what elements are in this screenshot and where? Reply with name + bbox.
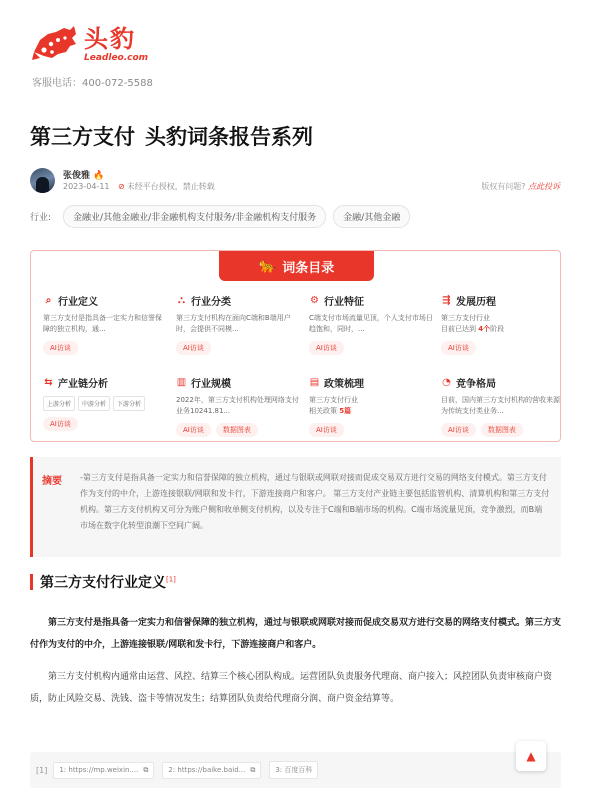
page-title	[30, 121, 313, 151]
highlight-count: 5篇	[339, 407, 352, 415]
ai-interview-chip[interactable]: AI访谈	[176, 341, 211, 355]
abstract-box	[30, 457, 561, 557]
toc-desc-line: 阶段	[490, 325, 505, 333]
downstream-tag[interactable]: 下游分析	[113, 396, 145, 411]
reference-text[interactable]: 1: https://mp.weixin....	[59, 766, 139, 774]
toc-item-title[interactable]: 行业特征	[324, 297, 364, 308]
reference-label: [1]	[36, 765, 48, 775]
toc-item-policy[interactable]	[309, 375, 434, 445]
toc-panel	[30, 250, 561, 442]
report-link[interactable]: 点此投诉	[528, 182, 560, 191]
caret-up-icon: ▲	[526, 749, 536, 763]
bar-chart-icon: ▥	[176, 377, 187, 388]
toc-item-features[interactable]	[309, 293, 434, 363]
report-prefix: 版权有问题?	[481, 182, 526, 191]
reference-item[interactable]	[162, 762, 261, 779]
abstract-text: -第三方支付是指具备一定实力和信誉保障的独立机构，通过与银联或网联对接而促成交易双方进行交易的网络支付模式。第三方支付作为支付的中介，上游连接银联/网联和发卡行，下游连接商户和客户。 第三方支付产业链主要包括监管机构、清算机构和第三方支付机构。第三方支付机构又可分为账户侧和收单侧支付机构，以及专注于C端和B端市场的机构。C端市场流量见顶，竞争激烈，而B端市场在数字化转型浪潮下空间广阔。	[80, 473, 550, 530]
references-bar	[30, 752, 561, 788]
author-name-row[interactable]	[63, 168, 104, 181]
toc-item-desc: C端支付市场流量见顶，个人支付市场日趋饱和，同时，...	[309, 314, 433, 333]
toc-item-history[interactable]	[441, 293, 566, 363]
timeline-icon: ⇶	[442, 295, 451, 306]
brand-logo[interactable]	[30, 22, 148, 66]
toc-item-desc: 目前，国内第三方支付机构的营收来源为传统支付类业务...	[441, 396, 560, 415]
toc-item-title[interactable]: 行业分类	[191, 297, 231, 308]
avatar[interactable]	[30, 168, 55, 193]
toc-item-desc: 2022年，第三方支付机构处理网络支付业务10241.81...	[176, 396, 299, 415]
article-subtitle: 头豹词条报告系列	[145, 125, 313, 149]
industry-row	[30, 205, 417, 228]
toc-item-title[interactable]: 政策梳理	[324, 379, 364, 390]
flame-icon: 🔥	[93, 171, 105, 181]
copyright-notice: 未经平台授权，禁止转载	[126, 182, 215, 191]
toc-item-competition[interactable]	[441, 375, 566, 445]
customer-service-hotline: 客服电话：400-072-5588	[32, 78, 153, 89]
definition-paragraph: 第三方支付机构内通常由运营、风控、结算三个核心团队构成。运营团队负责服务代理商、商户接入；风控团队负责审核商户资质，防止风险交易、洗钱、盗卡等情况发生；结算团队负责给代理商分润、商户资金结算等。	[30, 672, 553, 704]
author-row	[30, 168, 570, 196]
toc-item-classification[interactable]	[176, 293, 301, 363]
reference-mark[interactable]: [1]	[166, 575, 176, 584]
industry-tag[interactable]: 金融业/其他金融业/非金融机构支付服务/非金融机构支付服务	[63, 205, 326, 228]
toc-item-market-size[interactable]	[176, 375, 301, 445]
ai-interview-chip[interactable]: AI访谈	[309, 423, 344, 437]
brand-domain: Leadleo.com	[84, 52, 149, 63]
section-title: 第三方支付行业定义	[40, 575, 166, 591]
industry-tag[interactable]: 金融/其他金融	[333, 205, 410, 228]
definition-paragraph-bold: 第三方支付是指具备一定实力和信誉保障的独立机构，通过与银联或网联对接而促成交易双方进行交易的网络支付模式。第三方支付作为支付的中介，上游连接银联/网联和发卡行，下游连接商户和客户。	[30, 618, 562, 650]
industry-label: 行业:	[30, 213, 52, 223]
ai-interview-chip[interactable]: AI访谈	[43, 417, 78, 431]
toc-desc-line: 第三方支付行业	[309, 396, 358, 404]
ban-icon: ⊘	[118, 182, 125, 191]
toc-item-definition[interactable]	[43, 293, 168, 363]
article-title: 第三方支付	[30, 125, 135, 149]
pie-icon: ◔	[442, 377, 451, 388]
ai-interview-chip[interactable]: AI访谈	[43, 341, 78, 355]
reference-item[interactable]	[53, 762, 154, 779]
toc-item-desc	[441, 313, 566, 335]
toc-item-industry-chain[interactable]	[43, 375, 168, 445]
data-chart-chip[interactable]: 数据图表	[481, 423, 523, 437]
midstream-tag[interactable]: 中游分析	[78, 396, 110, 411]
link-icon: ⧉	[143, 765, 149, 774]
leopard-logo-icon	[30, 22, 80, 66]
toc-item-title[interactable]: 产业链分析	[58, 379, 108, 390]
ai-interview-chip[interactable]: AI访谈	[309, 341, 344, 355]
toc-desc-line: 目前已达到	[441, 325, 479, 333]
toc-item-title[interactable]: 行业规模	[191, 379, 231, 390]
author-name[interactable]: 张俊雅	[63, 171, 91, 181]
toc-item-desc	[309, 395, 434, 417]
ai-interview-chip[interactable]: AI访谈	[441, 423, 476, 437]
reference-text[interactable]: 3: 百度百科	[275, 766, 313, 774]
gear-icon: ⚙	[310, 295, 319, 306]
section-heading	[30, 572, 176, 592]
hierarchy-icon: ⛬	[178, 295, 185, 306]
author-meta	[63, 181, 215, 192]
toc-item-title[interactable]: 竞争格局	[456, 379, 496, 390]
leopard-logo-icon: 🐆	[258, 258, 277, 274]
reference-text[interactable]: 2: https://baike.baid...	[168, 766, 246, 774]
toc-item-title[interactable]: 行业定义	[58, 297, 98, 308]
back-to-top-button[interactable]	[516, 741, 546, 771]
highlight-count: 4个	[478, 325, 491, 333]
abstract-label: 摘要	[42, 476, 62, 487]
publish-date: 2023-04-11	[63, 182, 110, 191]
chain-icon: ⇆	[44, 377, 53, 388]
toc-item-desc: 第三方支付是指具备一定实力和信誉保障的独立机构，通...	[43, 314, 162, 333]
ai-interview-chip[interactable]: AI访谈	[176, 423, 211, 437]
toc-header	[219, 251, 374, 281]
link-icon: ⧉	[250, 765, 256, 774]
upstream-tag[interactable]: 上游分析	[43, 396, 75, 411]
document-icon: ▤	[309, 377, 320, 388]
toc-title: 词条目录	[282, 260, 335, 276]
ai-interview-chip[interactable]: AI访谈	[441, 341, 476, 355]
report-copyright	[481, 181, 560, 192]
magnifier-icon: ⌕	[45, 295, 52, 306]
data-chart-chip[interactable]: 数据图表	[216, 423, 258, 437]
toc-desc-line: 第三方支付行业	[441, 314, 490, 322]
toc-item-title[interactable]: 发展历程	[456, 297, 496, 308]
brand-name: 头豹	[84, 24, 136, 53]
toc-desc-line: 相关政策	[309, 407, 340, 415]
reference-item[interactable]	[269, 761, 318, 779]
toc-item-desc: 第三方支付机构在面向C端和B端用户时，会提供不同模...	[176, 314, 291, 333]
